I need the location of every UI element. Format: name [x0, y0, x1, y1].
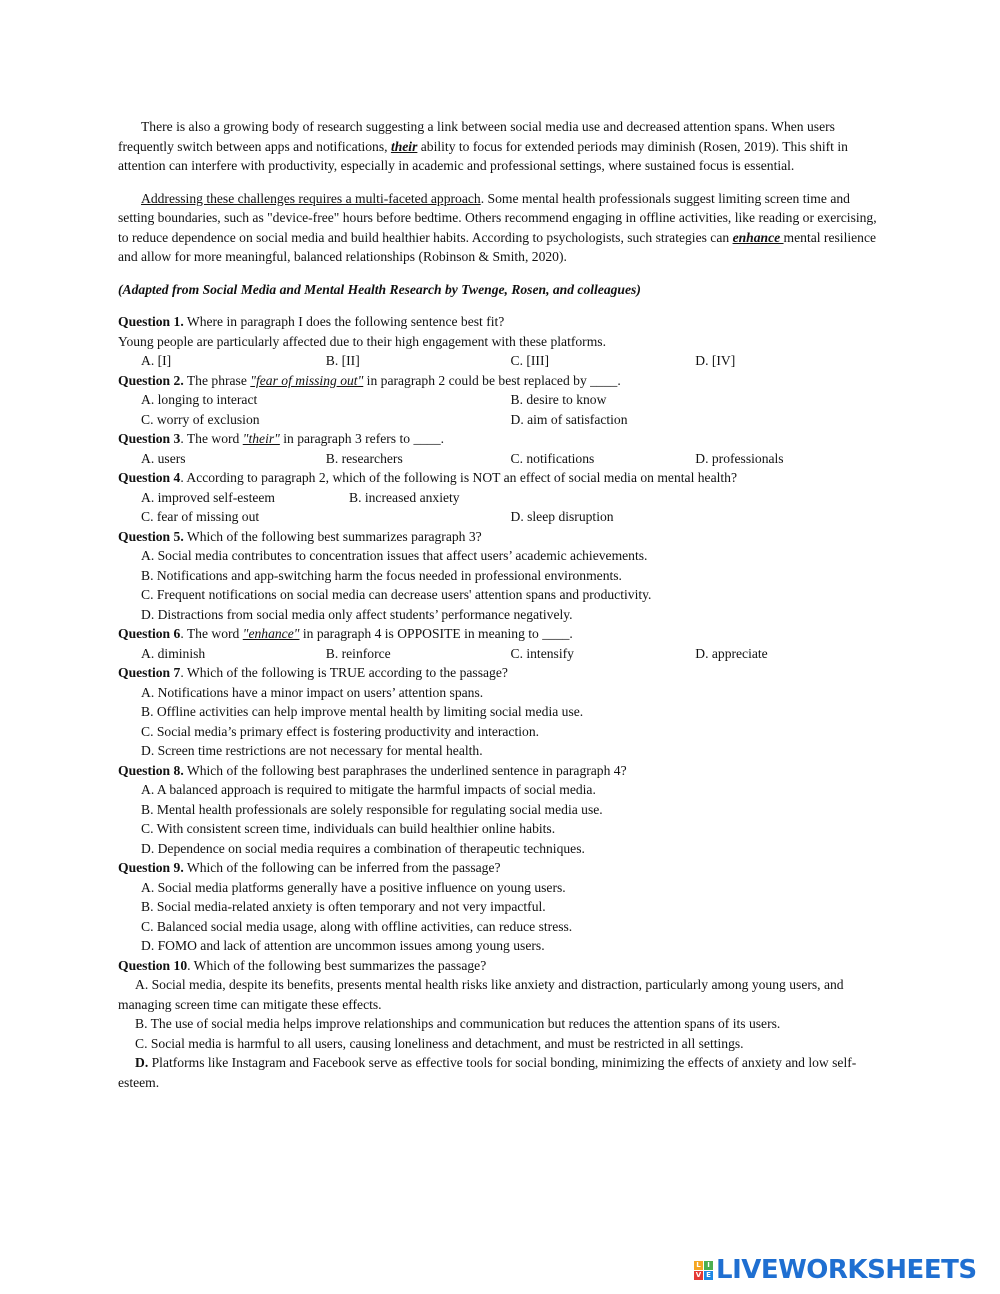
question-9: Question 9. Which of the following can be inferred from the passage? A. Social media platforms generally have a positive influence on young users. B. Social media-related anxiety is often temporary and not very impactful. C. Balanced social media usage, along with offline activities, can reduce stress. D. FOMO and lack of attention are uncommon issues among young users. [118, 858, 880, 956]
worksheet-page [118, 117, 880, 1092]
option[interactable]: D. Screen time restrictions are not necessary for mental health. [141, 743, 483, 758]
option[interactable]: D. [IV] [695, 353, 736, 368]
paragraph-3: There is also a growing body of research suggesting a link between social media use and decreased attention spans. When users frequently switch between apps and notifications, their ability to focus for extended periods may diminish (Rosen, 2019). This shift in attention can interfere with productivity, especially in academic and professional settings, where sustained focus is essential. [118, 119, 848, 173]
logo-mark-letter: L [694, 1261, 703, 1270]
option[interactable]: C. fear of missing out [141, 509, 260, 524]
option[interactable]: B. Social media-related anxiety is often temporary and not very impactful. [141, 899, 546, 914]
option[interactable]: D. FOMO and lack of attention are uncommon issues among young users. [141, 938, 545, 953]
option[interactable]: A. improved self-esteem [141, 489, 276, 505]
question-1-sentence: Young people are particularly affected due to their high engagement with these platforms. [118, 333, 606, 349]
question-10: Question 10. Which of the following best summarizes the passage? A. Social media, despite its benefits, presents mental health risks like anxiety and distraction, particularly among young users, and managing screen time can mitigate these effects. B. The use of social media helps improve relationships and communication but reduces the attention spans of its users. C. Social media is harmful to all users, causing loneliness and detachment, and must be restricted in all settings. D. Platforms like Instagram and Facebook serve as effective tools for social bonding, minimizing the effects of anxiety and low self-esteem. [118, 956, 880, 1093]
option[interactable]: D. sleep disruption [510, 509, 614, 524]
option[interactable]: B. reinforce [325, 645, 391, 661]
paragraph-4: Addressing these challenges requires a multi-faceted approach. Some mental health professionals suggest limiting screen time and setting boundaries, such as "device-free" hours before bedtime. Others recommend engaging in offline activities, like reading or exercising, to reduce dependence on social media and build healthier habits. According to psychologists, such strategies can enhance mental resilience and allow for more meaningful, balanced relationships (Robinson & Smith, 2020). [118, 190, 877, 264]
source-citation: (Adapted from Social Media and Mental Health Research by Twenge, Rosen, and colleagues) [118, 281, 641, 297]
liveworksheets-logo [694, 1256, 977, 1284]
option[interactable]: C. Social media is harmful to all users, causing loneliness and detachment, and must be restricted in all settings. [135, 1035, 744, 1051]
option[interactable]: D. aim of satisfaction [510, 411, 628, 427]
option[interactable]: B. The use of social media helps improve relationships and communication but reduces the attention spans of its users. [135, 1016, 781, 1031]
option[interactable]: A. Social media platforms generally have a positive influence on young users. [141, 879, 566, 895]
option[interactable]: A. A balanced approach is required to mitigate the harmful impacts of social media. [141, 782, 596, 797]
option[interactable]: B. Offline activities can help improve mental health by limiting social media use. [141, 704, 584, 719]
question-5: Question 5. Which of the following best summarizes paragraph 3? A. Social media contributes to concentration issues that affect users’ academic achievements. B. Notifications and app-switching harm the focus needed in professional environments. C. Frequent notifications on social media can decrease users' attention spans and productivity. D. Distractions from social media only affect students’ performance negatively. [118, 527, 880, 625]
keyword-enhance: enhance [732, 229, 784, 245]
option[interactable]: C. Frequent notifications on social media can decrease users' attention spans and productivity. [141, 587, 652, 602]
question-6: Question 6. The word "enhance" in paragraph 4 is OPPOSITE in meaning to ____. A. diminish B. reinforce C. intensify D. appreciate [118, 624, 880, 663]
question-8: Question 8. Which of the following best paraphrases the underlined sentence in paragraph 4? A. A balanced approach is required to mitigate the harmful impacts of social media. B. Mental health professionals are solely responsible for regulating social media use. C. With consistent screen time, individuals can build healthier online habits. D. Dependence on social media requires a combination of therapeutic techniques. [118, 761, 880, 859]
option[interactable]: A. longing to interact [141, 392, 258, 407]
option[interactable]: D. Distractions from social media only affect students’ performance negatively. [141, 606, 573, 622]
logo-mark-letter: E [704, 1271, 713, 1280]
option[interactable]: C. notifications [510, 450, 595, 466]
keyword-their: their [390, 138, 418, 154]
question-2: Question 2. The phrase "fear of missing out" in paragraph 2 could be best replaced by ____. A. longing to interact B. desire to know C. worry of exclusion D. aim of satisfaction [118, 371, 880, 430]
option[interactable]: A. [I] [141, 353, 172, 368]
option[interactable]: A. Notifications have a minor impact on users’ attention spans. [141, 684, 484, 700]
logo-mark-letter: V [695, 1270, 702, 1279]
option[interactable]: D. Dependence on social media requires a combination of therapeutic techniques. [141, 840, 585, 856]
question-4: Question 4. According to paragraph 2, which of the following is NOT an effect of social media on mental health? A. improved self-esteem B. increased anxiety C. fear of missing out D. sleep disruption [118, 468, 880, 527]
option[interactable]: A. users [141, 450, 186, 466]
option[interactable]: C. worry of exclusion [141, 411, 260, 427]
logo-text: LIVEWORKSHEETS [716, 1255, 977, 1285]
option[interactable]: B. increased anxiety [349, 489, 460, 505]
logo-mark-letter: I [704, 1261, 713, 1270]
option[interactable]: C. [III] [510, 353, 549, 368]
option[interactable]: B. desire to know [510, 392, 607, 407]
option[interactable]: B. Mental health professionals are solely responsible for regulating social media use. [141, 801, 603, 817]
option[interactable]: B. Notifications and app-switching harm the focus needed in professional environments. [141, 567, 622, 583]
question-7: Question 7. Which of the following is TRUE according to the passage? A. Notifications have a minor impact on users’ attention spans. B. Offline activities can help improve mental health by limiting social media use. C. Social media’s primary effect is fostering productivity and interaction. D. Screen time restrictions are not necessary for mental health. [118, 663, 880, 761]
option[interactable]: B. researchers [325, 450, 403, 466]
question-1: Question 1. Where in paragraph I does the following sentence best fit? Young people are particularly affected due to their high engagement with these platforms. A. [I] B. [II] C. [III] D. [IV] [118, 312, 880, 371]
option[interactable]: A. Social media, despite its benefits, presents mental health risks like anxiety and distraction, particularly among young users, and managing screen time can mitigate these effects. [118, 977, 844, 1012]
option[interactable]: A. diminish [141, 645, 206, 661]
option[interactable]: D. professionals [695, 450, 784, 466]
option[interactable]: C. intensify [510, 645, 574, 661]
option[interactable]: B. [II] [325, 353, 360, 368]
underlined-sentence: Addressing these challenges requires a multi-faceted approach [141, 190, 481, 206]
option[interactable]: C. Balanced social media usage, along with offline activities, can reduce stress. [141, 918, 573, 934]
option[interactable]: D. Platforms like Instagram and Facebook serve as effective tools for social bonding, minimizing the effects of anxiety and low self-esteem. [118, 1055, 857, 1090]
question-3: Question 3. The word "their" in paragraph 3 refers to ____. A. users B. researchers C. notifications D. professionals [118, 429, 880, 468]
option[interactable]: D. appreciate [695, 645, 768, 661]
option[interactable]: C. Social media’s primary effect is fostering productivity and interaction. [141, 723, 540, 739]
option[interactable]: C. With consistent screen time, individuals can build healthier online habits. [141, 821, 556, 836]
option[interactable]: A. Social media contributes to concentration issues that affect users’ academic achievements. [141, 548, 648, 563]
live-logo-icon [694, 1261, 713, 1280]
